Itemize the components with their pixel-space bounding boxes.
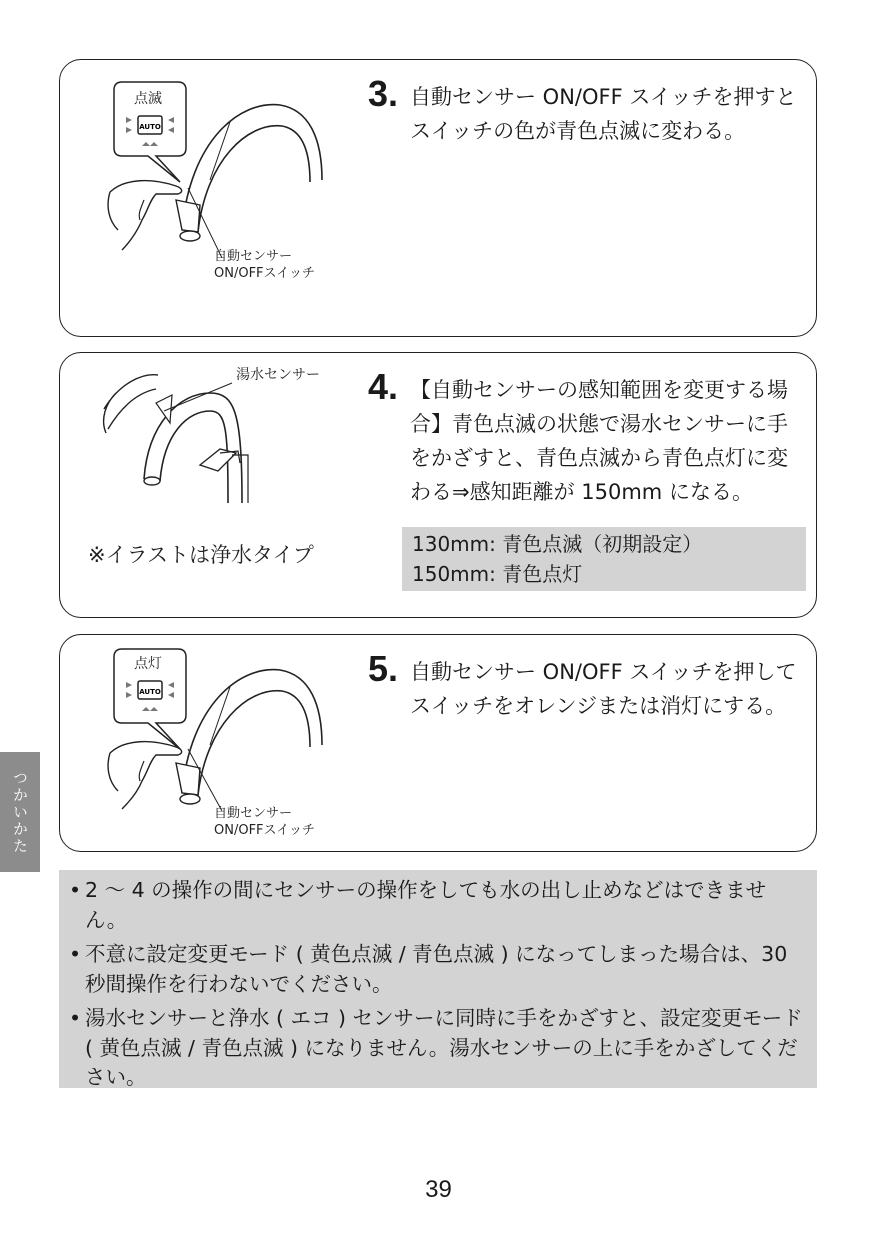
setting-line-150mm: 150mm: 青色点灯 [412, 562, 583, 586]
callout-line-2: ON/OFFスイッチ [214, 823, 316, 838]
step-text: 自動センサー ON/OFF スイッチを押してスイッチをオレンジまたは消灯にする。 [410, 660, 797, 718]
section-tab-usage: つかいかた [0, 752, 40, 872]
step-5-panel [59, 634, 817, 852]
auto-switch-callout [214, 805, 315, 839]
step-3-panel [59, 59, 817, 337]
faucet-illustration-blink [60, 60, 360, 330]
note-item: • 2 ～ 4 の操作の間にセンサーの操作をしても水の出し止めなどはできません。 [67, 876, 807, 935]
auto-button-label: AUTO [139, 123, 161, 131]
lit-indicator-label: 点灯 [134, 656, 162, 672]
step-text: 【自動センサーの感知範囲を変更する場合】青色点滅の状態で湯水センサーに手をかざすと、青色点滅から青色点灯に変わる⇒感知距離が 150mm になる。 [410, 378, 788, 504]
step-number: 3. [368, 73, 399, 114]
step-text: 自動センサー ON/OFF スイッチを押すとスイッチの色が青色点滅に変わる。 [410, 85, 797, 143]
callout-line-1: 自動センサー [214, 806, 293, 821]
sensor-range-settings [402, 527, 806, 591]
auto-switch-callout [214, 248, 315, 282]
note-item: • 不意に設定変更モード ( 黄色点滅 / 青色点滅 ) になってしまった場合は、30 秒間操作を行わないでください。 [67, 940, 807, 999]
auto-button-label: AUTO [139, 688, 161, 696]
callout-line-1: 自動センサー [214, 249, 293, 264]
step-number: 5. [368, 648, 399, 689]
illustration-note: ※イラストは浄水タイプ [88, 543, 314, 567]
page-number: 39 [425, 1176, 452, 1203]
step-number: 4. [368, 366, 399, 407]
hot-cold-sensor-label: 湯水センサー [236, 367, 320, 383]
callout-line-2: ON/OFFスイッチ [214, 266, 316, 281]
step-4-panel [59, 352, 817, 618]
setting-line-130mm: 130mm: 青色点滅（初期設定） [412, 532, 703, 556]
note-item: • 湯水センサーと浄水 ( エコ ) センサーに同時に手をかざすと、設定変更モード ( 黄色点滅 / 青色点滅 ) になりません。湯水センサーの上に手をかざしてください。 [67, 1004, 807, 1093]
caution-notes [59, 870, 817, 1088]
blink-indicator-label: 点滅 [134, 91, 162, 107]
